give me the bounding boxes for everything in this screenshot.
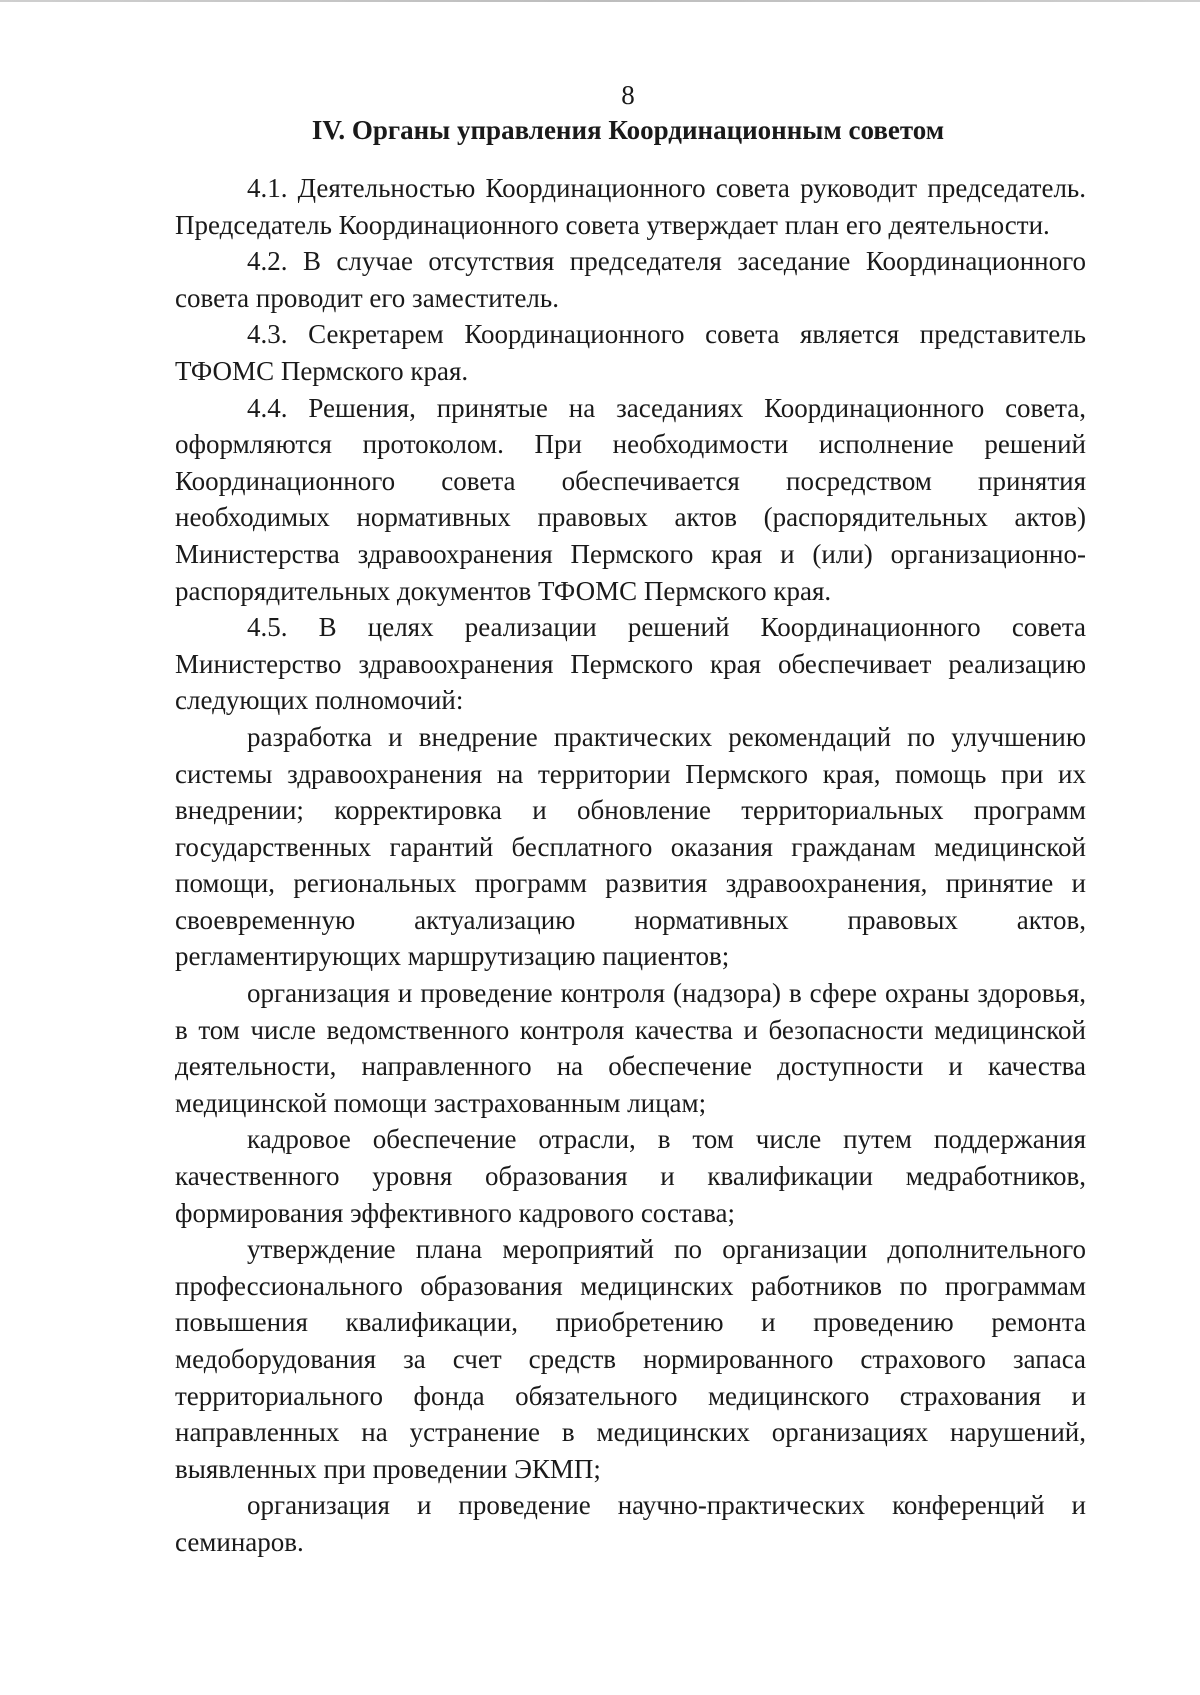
paragraph-4-1: 4.1. Деятельностью Координационного совета руководит председатель. Председатель Координационного совета утверждает план его деятельности.	[175, 173, 1086, 240]
authority-item-control: организация и проведение контроля (надзора) в сфере охраны здоровья, в том числе ведомственного контроля качества и безопасности медицинской деятельности, направленного на обеспечение доступности и качества медицинской помощи застрахованным лицам;	[175, 978, 1086, 1118]
paragraph-4-5: 4.5. В целях реализации решений Координационного совета Министерство здравоохранения Пермского края обеспечивает реализацию следующих полномочий:	[175, 612, 1086, 716]
paragraph-4-4: 4.4. Решения, принятые на заседаниях Координационного совета, оформляются протоколом. При необходимости исполнение решений Координационного совета обеспечивается посредством принятия необходимых нормативных правовых актов (распорядительных актов) Министерства здравоохранения Пермского края и (или) организационно-распорядительных документов ТФОМС Пермского края.	[175, 392, 1086, 606]
scan-edge	[0, 0, 1200, 2]
authority-item-recommendations: разработка и внедрение практических рекомендаций по улучшению системы здравоохранения на территории Пермского края, помощь при их внедрении; корректировка и обновление территориальных программ государственных гарантий бесплатного оказания гражданам медицинской помощи, региональных программ развития здравоохранения, принятие и своевременную актуализацию нормативных правовых актов, регламентирующих маршрутизацию пациентов;	[175, 721, 1086, 972]
section-title: IV. Органы управления Координационным советом	[311, 115, 945, 145]
paragraph-4-2: 4.2. В случае отсутствия председателя заседание Координационного совета проводит его заместитель.	[175, 246, 1086, 313]
document-body	[175, 170, 1086, 1561]
authority-item-conferences: организация и проведение научно-практических конференций и семинаров.	[175, 1490, 1086, 1557]
paragraph-4-3: 4.3. Секретарем Координационного совета является представитель ТФОМС Пермского края.	[175, 319, 1086, 386]
authority-item-education-plan: утверждение плана мероприятий по организации дополнительного профессионального образования медицинских работников по программам повышения квалификации, приобретению и проведению ремонта медоборудования за счет средств нормированного страхового запаса территориального фонда обязательного медицинского страхования и направленных на устранение в медицинских организациях нарушений, выявленных при проведении ЭКМП;	[175, 1234, 1086, 1484]
authority-item-staffing: кадровое обеспечение отрасли, в том числе путем поддержания качественного уровня образования и квалификации медработников, формирования эффективного кадрового состава;	[175, 1124, 1086, 1228]
page-number: 8	[621, 80, 635, 110]
